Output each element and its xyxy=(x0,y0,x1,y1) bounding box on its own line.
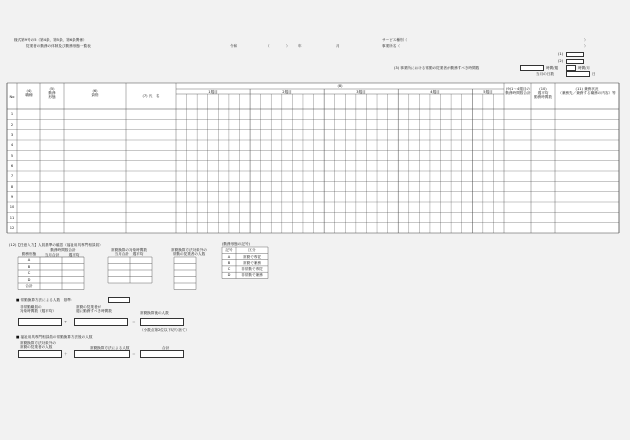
work-type-row: B xyxy=(27,264,31,269)
calc2-c-label: 合計 xyxy=(162,346,170,350)
work-form-header: (5) 勤務 形態 xyxy=(48,87,56,99)
office-name-label: 事業所名（ xyxy=(382,44,400,48)
calc1-c-label: 常勤換算後の人数 xyxy=(140,311,169,315)
calc1-c-input[interactable] xyxy=(140,318,184,326)
calc1-a-label: 非常勤職員の 対象時間数（週平均） xyxy=(20,305,56,313)
work-type-row: A xyxy=(27,258,31,263)
row-number: 9 xyxy=(10,194,14,199)
service-type-close: ） xyxy=(584,38,588,42)
target-hours-header: 常勤換算の対象時間数 当月合計 週平均 xyxy=(111,248,147,256)
row-number: 4 xyxy=(10,143,14,148)
legend-code: D xyxy=(227,273,231,278)
week-1-header: 1週目 xyxy=(208,90,218,94)
page-title: 従業者の勤務の体制及び勤務形態一覧表 xyxy=(26,44,91,48)
calc1-b-input[interactable] xyxy=(74,318,128,326)
row-number: 12 xyxy=(9,225,15,230)
qualification-header: (6) 資格 xyxy=(91,89,99,97)
work-type-col-header: 勤務形態 xyxy=(21,252,37,256)
daily-hours-header: (8) xyxy=(337,84,343,88)
calc1-b-label: 常勤の従業者が 週に勤務すべき時間数 xyxy=(76,305,112,313)
legend-code-header: 記号 xyxy=(225,248,233,252)
legend-desc: 常勤で専従 xyxy=(243,254,261,259)
row-number: 1 xyxy=(10,112,14,117)
legend-title: (勤務形態の記号) xyxy=(222,242,250,246)
per-week-label: 時間/週 xyxy=(546,66,558,70)
legend-desc: 非常勤で兼務 xyxy=(241,273,263,278)
service-type-label: サービス種別（ xyxy=(382,38,408,42)
current-total-header: 当月合計 xyxy=(44,253,60,257)
row-number: 6 xyxy=(10,163,14,168)
calc2-c-input[interactable] xyxy=(140,350,184,358)
job-type-header: (4) 職種 xyxy=(25,89,33,97)
legend-desc: 常勤で兼務 xyxy=(243,260,261,265)
legend-desc: 非常勤で専従 xyxy=(241,267,263,272)
no-header: No xyxy=(9,95,15,99)
paren-close: ） xyxy=(286,44,290,48)
work-type-row: 合計 xyxy=(25,284,33,289)
day-unit: 日 xyxy=(592,72,596,76)
row-number: 8 xyxy=(10,184,14,189)
week-5-header: 5週目 xyxy=(483,90,493,94)
year-label: 年 xyxy=(298,44,302,48)
row-number: 3 xyxy=(10,132,14,137)
per-month-label: 時間/月 xyxy=(578,66,590,70)
row-number: 2 xyxy=(10,122,14,127)
standard-input[interactable] xyxy=(108,297,130,303)
weekly-avg-header: 週平均 xyxy=(68,253,80,257)
office-name-close: ） xyxy=(584,44,588,48)
legend-code: B xyxy=(227,260,231,265)
legend-code: A xyxy=(227,254,231,259)
hours-total-header: 勤務時間数合計 xyxy=(50,248,76,252)
calc1-note: （小数点第2位以下切り捨て） xyxy=(140,328,190,332)
work-type-row: D xyxy=(27,277,31,282)
calc2-b-input[interactable] xyxy=(74,350,130,358)
week-4-header: 4週目 xyxy=(430,90,440,94)
plus-sign: ＋ xyxy=(64,352,68,356)
reiwa-label: 令和 xyxy=(230,44,238,48)
row-number: 7 xyxy=(10,174,14,179)
calc1-a-input[interactable] xyxy=(18,318,62,326)
equals-sign-2: ＝ xyxy=(132,352,136,356)
fulltime-count-header: 常勤換算方法対象外の 常勤の従業者の人数 xyxy=(171,248,207,256)
calc2-a-input[interactable] xyxy=(18,350,62,358)
legend-code: C xyxy=(227,267,231,272)
weekly-hours-label: (3) 事業所における常勤の従業者が勤務すべき時間数 xyxy=(394,66,480,70)
mark-2: (2) xyxy=(558,59,564,63)
calc2-title: ■ 福祉用具専門相談員の常勤換算方法後の人数 xyxy=(16,335,93,339)
work-type-row: C xyxy=(27,271,31,276)
row-number: 10 xyxy=(9,205,15,210)
total-hours-header: (9)1～4週目の勤務時間数合計 xyxy=(505,87,531,95)
calc2-a-label: 常勤換算方法対象外の 常勤の従業者の人数 xyxy=(20,341,56,349)
mark-1: (1) xyxy=(558,52,564,56)
days-per-month-label: 当月の日数 xyxy=(536,72,554,76)
calc2-b-label: 常勤換算方法による人数 xyxy=(90,346,130,350)
row-number: 5 xyxy=(10,153,14,158)
form-label: 様式第9号の5（第4条、第5条、第6条関係） xyxy=(14,38,87,42)
section12-title: (12)【任意入力】人員基準の確認（福祉用具専門相談員） xyxy=(9,243,103,247)
name-header: (7) 氏 名 xyxy=(142,94,160,98)
concurrent-status-header: (11) 兼務状況 （兼務先／兼務する職務の内容）等 xyxy=(558,87,616,95)
calc1-title: ■ 常勤換算方法による人数 基準： xyxy=(16,298,75,302)
equals-sign-1: ＝ xyxy=(132,320,136,324)
row-number: 11 xyxy=(9,215,15,220)
week-2-header: 2週目 xyxy=(282,90,292,94)
paren-open: （ xyxy=(266,44,270,48)
weekly-average-header: (10) 週平均 勤務時間数 xyxy=(534,87,552,99)
divide-sign: ÷ xyxy=(64,320,68,324)
week-3-header: 3週目 xyxy=(356,90,366,94)
legend-desc-header: 区分 xyxy=(248,248,256,252)
month-label: 月 xyxy=(336,44,340,48)
